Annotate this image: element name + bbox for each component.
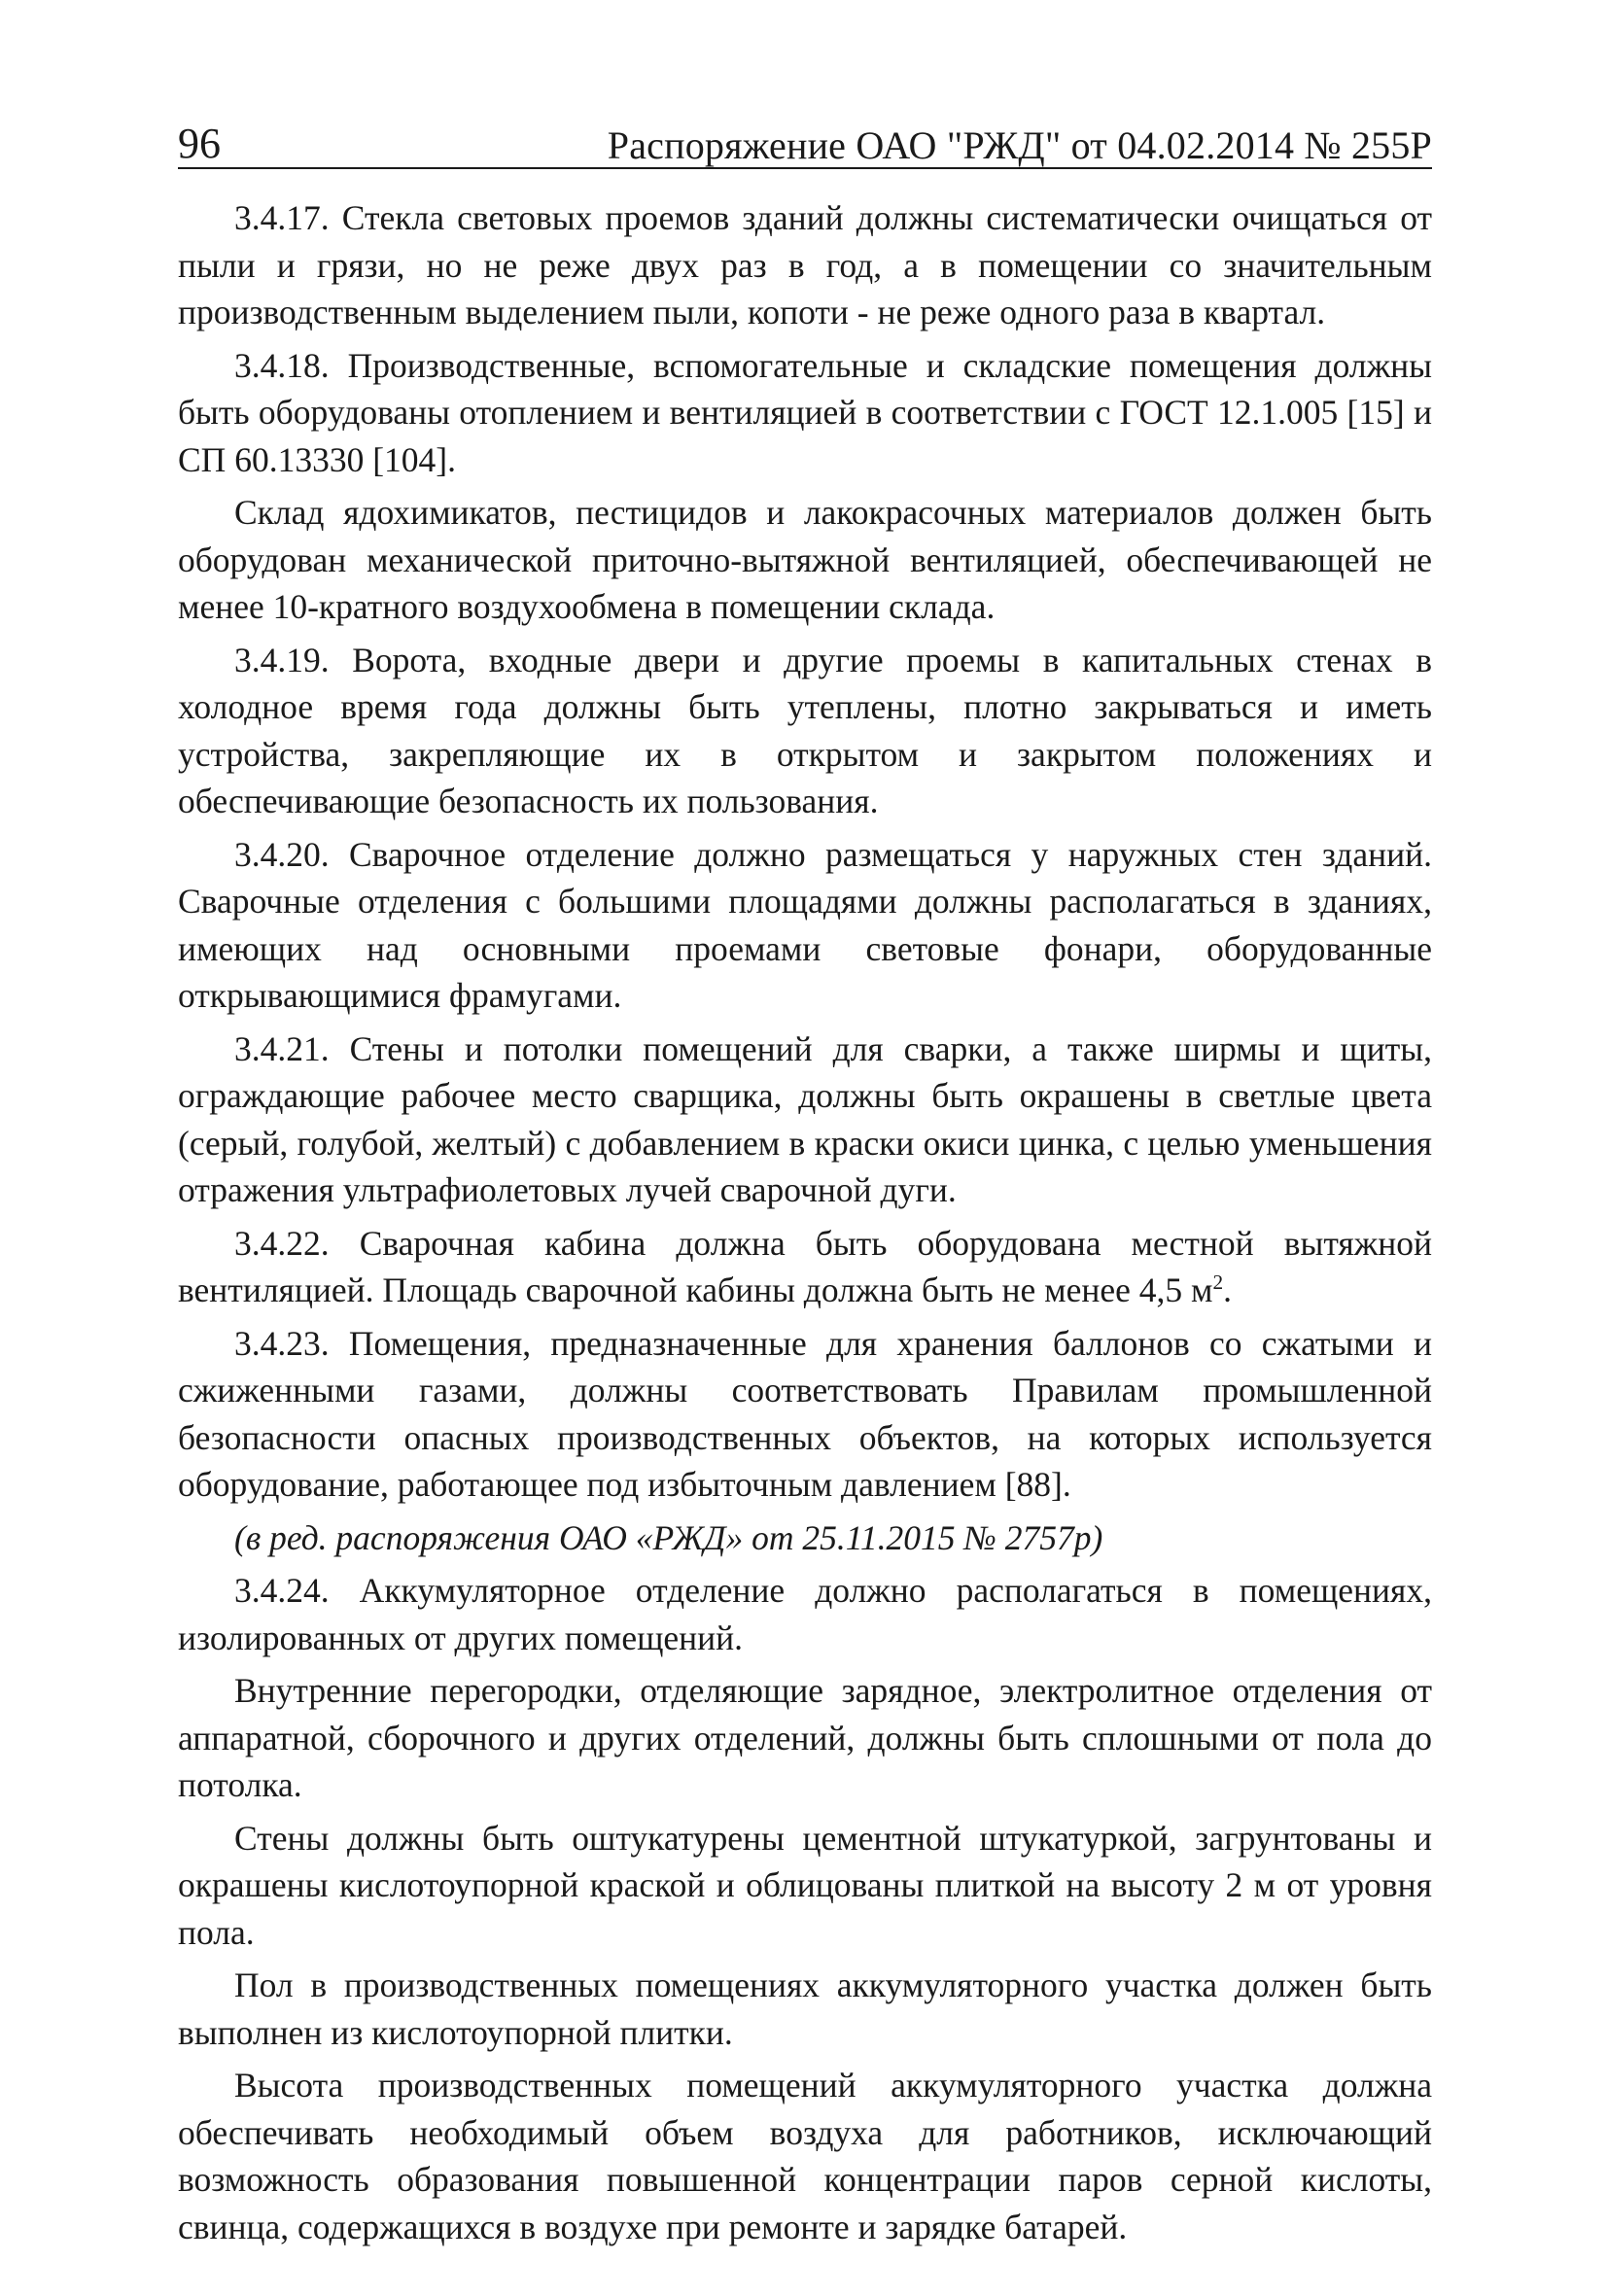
paragraph-3-4-24: 3.4.24. Аккумуляторное отделение должно располагаться в помещениях, изолированных от других помещений. xyxy=(178,1571,1432,1657)
body-text xyxy=(178,194,1432,2250)
paragraph-pesticide-storage: Склад ядохимикатов, пестицидов и лакокрасочных материалов должен быть оборудован механической приточно-вытяжной вентиляцией, обеспечивающей не менее 10-кратного воздухообмена в помещении склада. xyxy=(178,493,1432,626)
paragraph-3-4-21: 3.4.21. Стены и потолки помещений для сварки, а также ширмы и щиты, ограждающие рабочее место сварщика, должны быть окрашены в светлые цвета (серый, голубой, желтый) с добавлением в краски окиси цинка, с целью уменьшения отражения ультрафиолетовых лучей сварочной дуги. xyxy=(178,1028,1432,1209)
amendment-note: (в ред. распоряжения ОАО «РЖД» от 25.11.2015 № 2757р) xyxy=(234,1517,1103,1557)
paragraph-3-4-19: 3.4.19. Ворота, входные двери и другие проемы в капитальных стенах в холодное время года должны быть утеплены, плотно закрываться и иметь устройства, закрепляющие их в открытом и закрытом положениях и обеспечивающие безопасность их пользования. xyxy=(178,640,1432,820)
paragraph-3-4-22 xyxy=(178,1220,1432,1314)
paragraph-walls: Стены должны быть оштукатурены цементной штукатуркой, загрунтованы и окрашены кислотоупорной краской и облицованы плиткой на высоту 2 м от уровня пола. xyxy=(178,1818,1432,1952)
paragraph-3-4-20: 3.4.20. Сварочное отделение должно размещаться у наружных стен зданий. Сварочные отделения с большими площадями должны располагаться в зданиях, имеющих над основными проемами световые фонари, оборудованные открывающимися фрамугами. xyxy=(178,834,1432,1015)
page-header xyxy=(178,117,1432,169)
document-page xyxy=(178,117,1432,2256)
paragraph-3-4-17: 3.4.17. Стекла световых проемов зданий должны систематически очищаться от пыли и грязи, но не реже двух раз в год, а в помещении со значительным производственным выделением пыли, копоти - не реже одного раза в квартал. xyxy=(178,198,1432,331)
paragraph-3-4-23: 3.4.23. Помещения, предназначенные для хранения баллонов со сжатыми и сжиженными газами, должны соответствовать Правилам промышленной безопасности опасных производственных объектов, на которых используется оборудование, работающее под избыточным давлением [88]. xyxy=(178,1323,1432,1504)
paragraph-3-4-22-suffix: . xyxy=(1223,1270,1232,1309)
paragraph-3-4-22-text: 3.4.22. Сварочная кабина должна быть оборудована местной вытяжной вентиляцией. Площадь сварочной кабины должна быть не менее 4,5 м xyxy=(178,1223,1432,1309)
superscript-square: 2 xyxy=(1212,1270,1224,1295)
paragraph-floor: Пол в производственных помещениях аккумуляторного участка должен быть выполнен из кислотоупорной плитки. xyxy=(178,1966,1432,2052)
paragraph-partitions: Внутренние перегородки, отделяющие зарядное, электролитное отделения от аппаратной, сборочного и других отделений, должны быть сплошными от пола до потолка. xyxy=(178,1671,1432,1804)
page-number: 96 xyxy=(178,120,221,167)
paragraph-room-height: Высота производственных помещений аккумуляторного участка должна обеспечивать необходимый объем воздуха для работников, исключающий возможность образования повышенной концентрации паров серной кислоты, свинца, содержащихся в воздухе при ремонте и зарядке батарей. xyxy=(178,2066,1432,2246)
paragraph-3-4-18: 3.4.18. Производственные, вспомогательные и складские помещения должны быть оборудованы отоплением и вентиляцией в соответствии с ГОСТ 12.1.005 [15] и СП 60.13330 [104]. xyxy=(178,345,1432,479)
running-title: Распоряжение ОАО "РЖД" от 04.02.2014 № 255Р xyxy=(607,123,1432,167)
